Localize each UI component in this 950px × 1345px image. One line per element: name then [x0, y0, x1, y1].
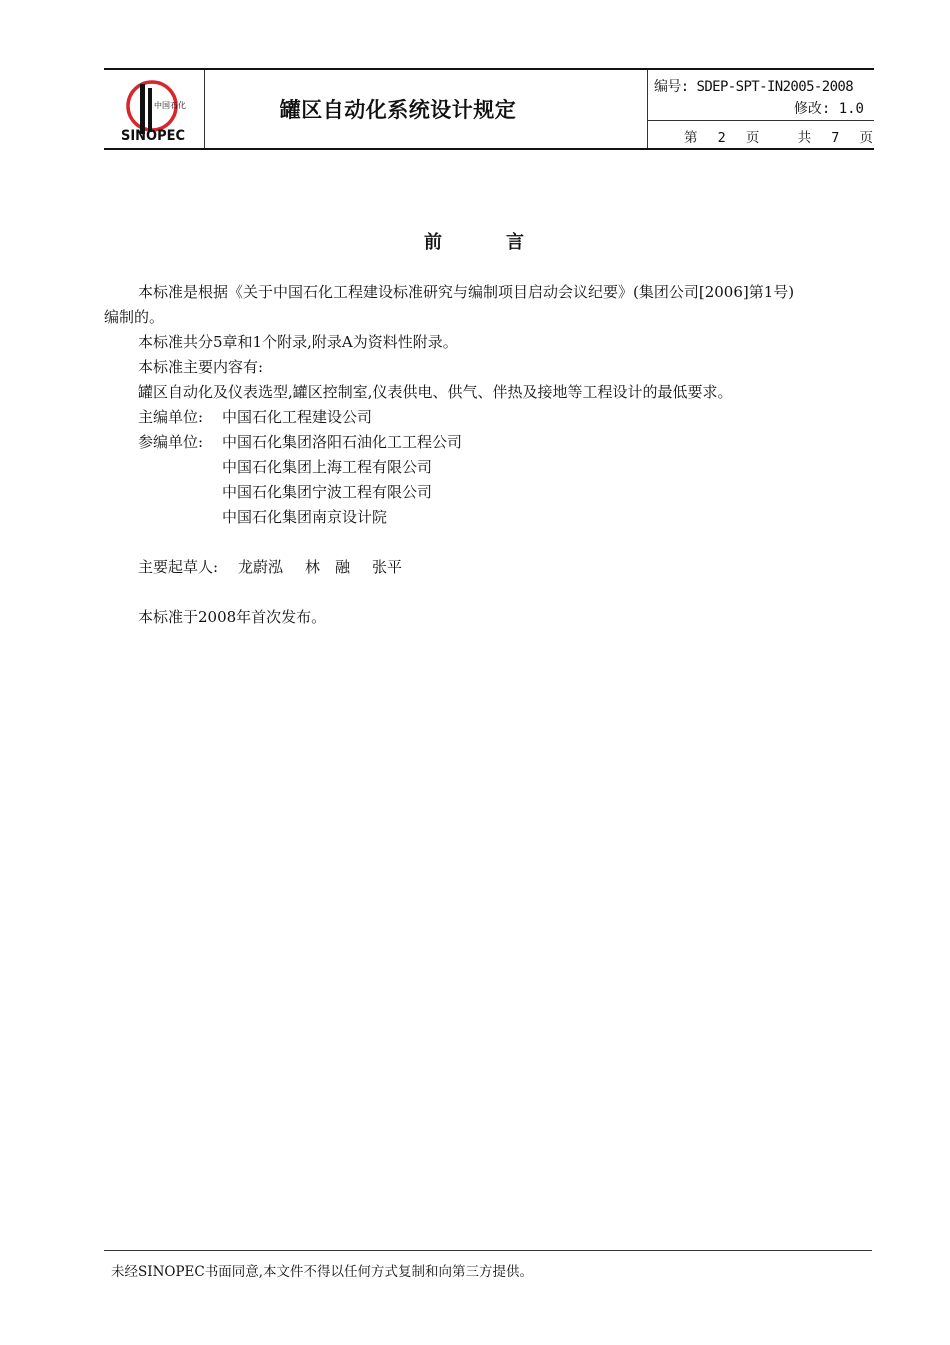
document-header — [104, 68, 874, 150]
logo-text-en: SINOPEC — [121, 128, 185, 142]
revision-value: 1.0 — [838, 101, 864, 117]
co-unit-1: 中国石化集团洛阳石油化工工程公司 — [222, 433, 463, 451]
meta-bottom — [648, 121, 874, 148]
logo-cell — [104, 70, 205, 148]
page-prefix: 第 — [684, 130, 698, 146]
sinopec-logo — [118, 78, 190, 142]
heading-left: 前 — [424, 232, 444, 253]
footer-divider — [104, 1250, 872, 1251]
total-unit: 页 — [859, 130, 873, 146]
drafter-1: 龙蔚泓 — [238, 558, 284, 576]
paragraph-2: 本标准共分5章和1个附录,附录A为资料性附录。 — [138, 333, 458, 351]
paragraph-3: 本标准主要内容有: — [138, 358, 264, 376]
revision — [794, 98, 864, 118]
meta-top — [648, 70, 874, 121]
document-code — [654, 76, 853, 96]
release-statement: 本标准于2008年首次发布。 — [138, 608, 327, 626]
co-unit-2: 中国石化集团上海工程有限公司 — [222, 458, 433, 476]
drafters-label: 主要起草人: — [138, 558, 219, 576]
main-unit-label: 主编单位: — [138, 408, 204, 426]
co-unit-4: 中国石化集团南京设计院 — [222, 508, 388, 526]
co-unit-3: 中国石化集团宁波工程有限公司 — [222, 483, 433, 501]
code-label: 编号: — [654, 79, 689, 95]
meta-cell — [648, 70, 874, 148]
title-cell — [205, 70, 648, 148]
total-pages: 7 — [831, 130, 840, 146]
section-heading — [0, 228, 950, 254]
page-unit: 页 — [745, 130, 760, 146]
footer-notice: 未经SINOPEC书面同意,本文件不得以任何方式复制和向第三方提供。 — [111, 1264, 534, 1280]
total-prefix: 共 — [797, 130, 812, 146]
paragraph-1-line-2: 编制的。 — [104, 308, 165, 326]
heading-right: 言 — [506, 232, 526, 253]
paragraph-1-line-1: 本标准是根据《关于中国石化工程建设标准研究与编制项目启动会议纪要》(集团公司[2006]第1号) — [138, 283, 795, 301]
page-number: 2 — [717, 130, 726, 146]
paragraph-4: 罐区自动化及仪表选型,罐区控制室,仪表供电、供气、伴热及接地等工程设计的最低要求。 — [138, 383, 733, 401]
drafter-3: 张平 — [372, 558, 403, 576]
drafter-2: 林 融 — [305, 558, 351, 576]
logo-text-cn: 中国石化 — [154, 101, 186, 110]
revision-label: 修改: — [793, 101, 831, 117]
page-info — [684, 126, 885, 146]
co-units-label: 参编单位: — [138, 433, 204, 451]
code-value: SDEP-SPT-IN2005-2008 — [696, 79, 854, 95]
document-title: 罐区自动化系统设计规定 — [279, 98, 517, 122]
main-unit: 中国石化工程建设公司 — [222, 408, 373, 426]
